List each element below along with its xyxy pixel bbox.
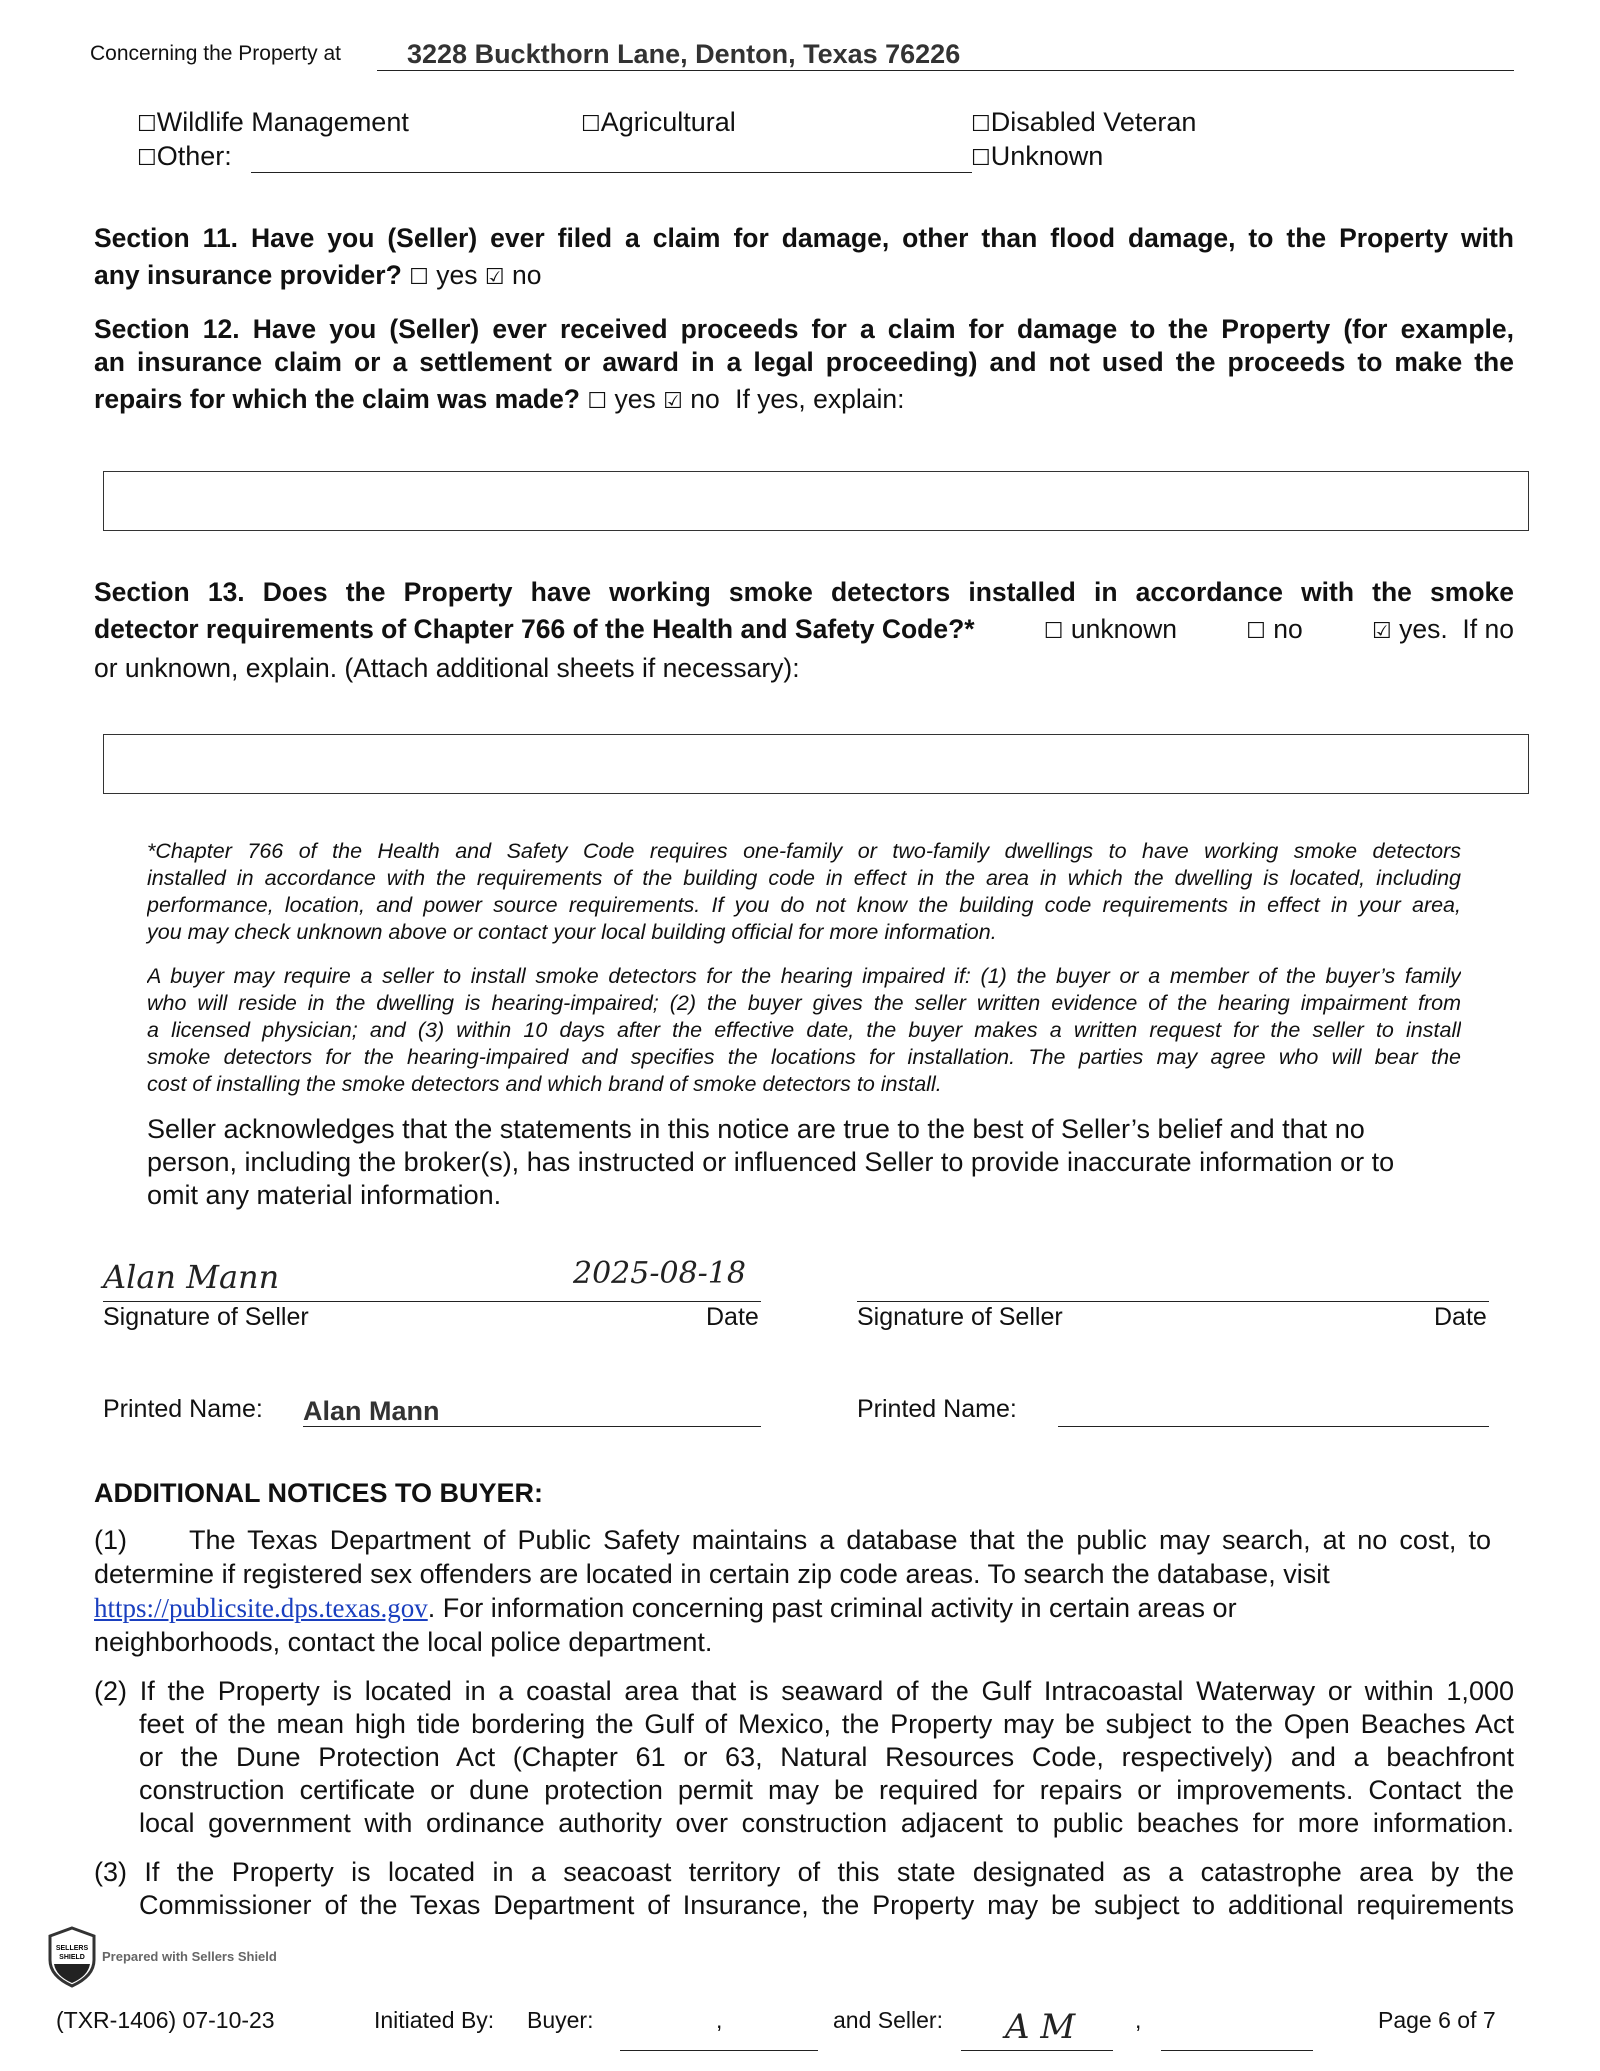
- notice-3-line: Commissioner of the Texas Department of Insurance, the Property may be subject to additional requirements: [139, 1890, 1514, 1920]
- seller-2-printed-name-line[interactable]: [1058, 1426, 1489, 1427]
- notice-1-text: . For information concerning past criminal activity in certain areas or: [427, 1593, 1237, 1623]
- seller-1-signature[interactable]: Alan Mann: [103, 1258, 280, 1296]
- no-label: no: [690, 384, 720, 414]
- buyer-label: Buyer:: [527, 2007, 594, 2033]
- unknown-label: unknown: [1070, 614, 1177, 644]
- footnote-line: *Chapter 766 of the Health and Safety Code requires one-family or two-family dwellings to have working smoke detectors: [147, 839, 1461, 863]
- checkbox-disabled-veteran[interactable]: [971, 105, 1196, 139]
- section-13-explanation-field[interactable]: [103, 734, 1529, 794]
- seller-initials[interactable]: A M: [1005, 2007, 1076, 2047]
- checkbox-label: Wildlife Management: [156, 107, 409, 137]
- footnote-line: who will reside in the dwelling is hearing-impaired; (2) the buyer gives the seller written evidence of the hearing impairment from: [147, 991, 1461, 1015]
- section-12-question: [94, 382, 904, 416]
- checkbox-label: Unknown: [990, 141, 1104, 171]
- sellers-shield-logo: [44, 1926, 100, 1993]
- checkbox-icon: ☐: [971, 146, 991, 171]
- notice-2-line: (2) If the Property is located in a coastal area that is seaward of the Gulf Intracoastal Waterway or within 1,000: [94, 1676, 1514, 1706]
- comma: ,: [1135, 2007, 1142, 2033]
- section-12-explanation-field[interactable]: [103, 471, 1529, 531]
- notice-2-line: feet of the mean high tide bordering the Gulf of Mexico, the Property may be subject to the Open Beaches Act: [139, 1709, 1514, 1739]
- section-13-line: Section 13. Does the Property have working smoke detectors installed in accordance with the smoke: [94, 577, 1514, 607]
- property-address-field[interactable]: 3228 Buckthorn Lane, Denton, Texas 76226: [407, 39, 961, 69]
- checkbox-agricultural[interactable]: [581, 105, 736, 139]
- question-text: any insurance provider?: [94, 260, 402, 290]
- printed-name-label: Printed Name:: [103, 1395, 263, 1423]
- no-label: no: [1273, 614, 1303, 644]
- section-13-explain-text: or unknown, explain. (Attach additional sheets if necessary):: [94, 653, 800, 683]
- page-number: Page 6 of 7: [1378, 2007, 1496, 2033]
- notice-1-number: (1): [94, 1525, 127, 1555]
- svg-text:SHIELD: SHIELD: [59, 1954, 85, 1961]
- initiated-by-label: Initiated By:: [374, 2007, 495, 2033]
- checkbox-icon: ☐: [137, 146, 157, 171]
- notice-3-line: (3) If the Property is located in a seacoast territory of this state designated as a catastrophe area by the: [94, 1857, 1514, 1887]
- printed-name-label: Printed Name:: [857, 1395, 1017, 1423]
- checkbox-unknown[interactable]: [971, 139, 1103, 173]
- checkbox-label: Other:: [156, 141, 232, 171]
- acknowledgment-line: Seller acknowledges that the statements in this notice are true to the best of Seller’s belief and that no: [147, 1114, 1365, 1144]
- footnote-line: a licensed physician; and (3) within 10 days after the effective date, the buyer makes a written request for the seller to install: [147, 1018, 1461, 1042]
- notice-2-line: or the Dune Protection Act (Chapter 61 or 63, Natural Resources Code, respectively) and a beachfront: [139, 1742, 1514, 1772]
- footnote-line: cost of installing the smoke detectors and which brand of smoke detectors to install.: [147, 1072, 942, 1096]
- signature-label: Signature of Seller: [103, 1303, 309, 1331]
- checkbox-no-checked[interactable]: ☑: [663, 389, 683, 414]
- seller-initials-line-1: [961, 2050, 1113, 2051]
- buyer-initials-line-1[interactable]: [620, 2050, 818, 2051]
- question-text: detector requirements of Chapter 766 of the Health and Safety Code?*: [94, 614, 975, 644]
- no-label: no: [512, 260, 542, 290]
- footnote-line: you may check unknown above or contact your local building official for more information.: [147, 920, 997, 944]
- checkbox-unknown[interactable]: ☐: [1043, 619, 1064, 644]
- checkbox-icon: ☐: [581, 112, 601, 137]
- checkbox-yes[interactable]: ☐: [587, 389, 608, 414]
- checkbox-label: Disabled Veteran: [990, 107, 1197, 137]
- footnote-line: performance, location, and power source requirements. If you do not know the building code requirements in effect in your area,: [147, 893, 1461, 917]
- section-11-question: [94, 258, 542, 292]
- checkbox-other[interactable]: [137, 139, 232, 173]
- section-12-line: Section 12. Have you (Seller) ever received proceeds for a claim for damage to the Property (for example,: [94, 314, 1514, 344]
- shield-icon: [44, 1926, 100, 1988]
- prepared-with-text: Prepared with Sellers Shield: [102, 1949, 277, 1964]
- explain-label: If yes, explain:: [735, 384, 905, 414]
- notice-1-line: neighborhoods, contact the local police department.: [94, 1627, 713, 1657]
- dps-link[interactable]: https://publicsite.dps.texas.gov: [94, 1593, 428, 1623]
- yes-label: yes.: [1399, 614, 1448, 644]
- checkbox-yes[interactable]: ☐: [409, 265, 429, 290]
- date-label: Date: [706, 1303, 759, 1331]
- checkbox-no-checked[interactable]: ☑: [484, 265, 505, 290]
- signature-label: Signature of Seller: [857, 1303, 1063, 1331]
- acknowledgment-line: person, including the broker(s), has instructed or influenced Seller to provide inaccurate information or to: [147, 1147, 1395, 1177]
- checkbox-icon: ☐: [971, 112, 991, 137]
- seller-1-printed-name[interactable]: Alan Mann: [303, 1396, 440, 1426]
- seller-initials-line-2[interactable]: [1161, 2050, 1313, 2051]
- notice-1-line: The Texas Department of Public Safety maintains a database that the public may search, at no cost, to: [189, 1525, 1491, 1555]
- svg-text:SELLERS: SELLERS: [55, 1945, 89, 1952]
- seller-1-date[interactable]: 2025-08-18: [573, 1256, 746, 1291]
- acknowledgment-line: omit any material information.: [147, 1180, 502, 1210]
- section-12-line: an insurance claim or a settlement or award in a legal proceeding) and not used the proceeds to make the: [94, 347, 1514, 377]
- if-no-label: If no: [1462, 614, 1514, 644]
- notice-1-line: determine if registered sex offenders are located in certain zip code areas. To search the database, visit: [94, 1559, 1330, 1589]
- checkbox-yes-checked[interactable]: ☑: [1371, 619, 1392, 644]
- checkbox-label: Agricultural: [600, 107, 736, 137]
- yes-label: yes: [436, 260, 478, 290]
- other-field-underline[interactable]: [251, 172, 972, 173]
- form-id: (TXR-1406) 07-10-23: [56, 2007, 275, 2033]
- yes-label: yes: [614, 384, 656, 414]
- checkbox-no[interactable]: ☐: [1246, 619, 1266, 644]
- notices-title: ADDITIONAL NOTICES TO BUYER:: [94, 1478, 544, 1508]
- notice-2-line: construction certificate or dune protection permit may be required for repairs or improvements. Contact the: [139, 1775, 1514, 1805]
- footnote-line: installed in accordance with the requirements of the building code in effect in the area in which the dwelling is located, including: [147, 866, 1461, 890]
- footnote-line: A buyer may require a seller to install smoke detectors for the hearing impaired if: (1) the buyer or a member of the buyer’s family: [147, 964, 1461, 988]
- section-13-question: [94, 612, 1514, 646]
- address-underline: [377, 70, 1514, 71]
- and-seller-label: and Seller:: [833, 2007, 943, 2033]
- notice-2-line: local government with ordinance authority over construction adjacent to public beaches for more information.: [139, 1808, 1514, 1838]
- property-label: Concerning the Property at: [90, 42, 341, 65]
- checkbox-wildlife-management[interactable]: [137, 105, 409, 139]
- question-text: repairs for which the claim was made?: [94, 384, 580, 414]
- footnote-line: smoke detectors for the hearing-impaired and specifies the locations for installation. The parties may agree who will bear the: [147, 1045, 1461, 1069]
- notice-1-line: [94, 1591, 1237, 1625]
- date-label: Date: [1434, 1303, 1487, 1331]
- section-11-line: Section 11. Have you (Seller) ever filed a claim for damage, other than flood damage, to the Property with: [94, 223, 1514, 253]
- comma: ,: [716, 2007, 723, 2033]
- checkbox-icon: ☐: [137, 112, 157, 137]
- printed-name-line: [303, 1426, 761, 1427]
